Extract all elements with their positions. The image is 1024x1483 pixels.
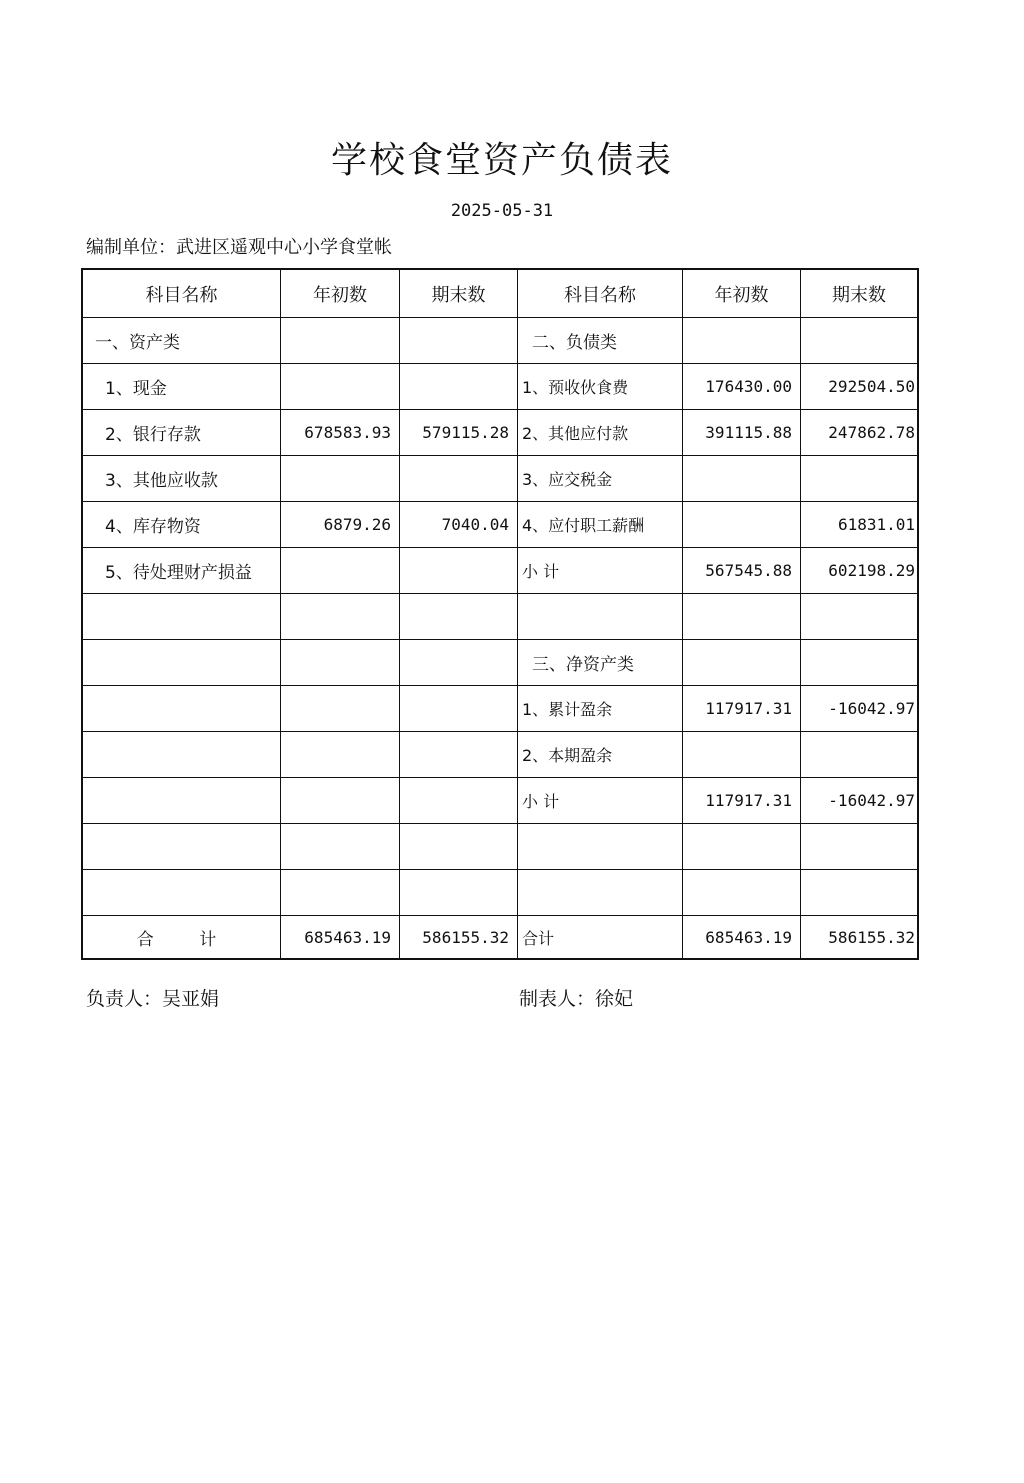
row-3-right-begin [683,456,801,502]
row-5-left-account: 5、待处理财产损益 [83,548,281,594]
row-9-left-end [400,732,518,778]
total-right-end: 586155.32 [828,927,915,947]
row-8-right-account: 1、累计盈余 [518,686,683,732]
row-10-right-end: -16042.97 [801,778,917,824]
row-11-left-end [400,824,518,870]
row-6-left-begin [281,594,400,640]
row-5-left-end [400,548,518,594]
row-4-right-account: 4、应付职工薪酬 [518,502,683,548]
row-2-right-begin: 391115.88 [683,410,801,456]
row-5-right-begin: 567545.88 [683,548,801,594]
row-10-right-account: 小 计 [518,778,683,824]
row-1-left-begin [281,364,400,410]
row-12-left-end [400,870,518,916]
row-3-right-end [801,456,917,502]
row-0-left-account: 一、资产类 [83,318,281,364]
report-date: 2025-05-31 [450,201,554,221]
row-1-right-begin: 176430.00 [683,364,801,410]
responsible-person: 负责人：吴亚娟 [86,988,220,1010]
total-right-begin: 685463.19 [683,916,801,958]
row-4-right-end: 61831.01 [801,502,917,548]
row-9-right-end [801,732,917,778]
row-11-right-end [801,824,917,870]
row-7-right-begin [683,640,801,686]
row-5-left-begin [281,548,400,594]
row-0-left-end [400,318,518,364]
row-6-left-account [83,594,281,640]
row-0-left-begin [281,318,400,364]
row-3-right-account: 3、应交税金 [518,456,683,502]
header-left-account: 科目名称 [83,270,281,318]
total-right-account: 合计 [518,916,683,958]
document-title: 学校食堂资产负债表 [330,140,673,181]
row-7-left-end [400,640,518,686]
header-right-begin: 年初数 [683,270,801,318]
row-6-right-account [518,594,683,640]
header-right-account: 科目名称 [518,270,683,318]
row-7-left-begin [281,640,400,686]
row-12-left-account [83,870,281,916]
row-3-left-account: 3、其他应收款 [83,456,281,502]
row-6-right-begin [683,594,801,640]
row-4-left-account: 4、库存物资 [83,502,281,548]
row-12-right-end [801,870,917,916]
row-4-left-begin: 6879.26 [281,502,400,548]
row-8-left-account [83,686,281,732]
row-5-right-account: 小 计 [518,548,683,594]
row-11-right-begin [683,824,801,870]
preparer: 制表人：徐妃 [519,988,634,1010]
row-1-right-end: 292504.50 [801,364,917,410]
row-2-left-account: 2、银行存款 [83,410,281,456]
row-0-right-begin [683,318,801,364]
row-10-left-end [400,778,518,824]
row-4-right-begin [683,502,801,548]
row-6-left-end [400,594,518,640]
row-12-left-begin [281,870,400,916]
row-10-right-begin: 117917.31 [683,778,801,824]
total-left-end: 586155.32 [400,916,518,958]
header-left-end: 期末数 [400,270,518,318]
row-3-left-end [400,456,518,502]
header-right-end: 期末数 [801,270,917,318]
row-12-right-account [518,870,683,916]
row-5-right-end: 602198.29 [801,548,917,594]
row-7-left-account [83,640,281,686]
total-left-begin: 685463.19 [281,916,400,958]
balance-sheet-table [81,268,919,960]
row-1-left-account: 1、现金 [83,364,281,410]
row-10-left-account [83,778,281,824]
row-9-left-begin [281,732,400,778]
row-1-left-end [400,364,518,410]
row-0-right-end [801,318,917,364]
row-11-left-account [83,824,281,870]
row-12-right-begin [683,870,801,916]
row-7-right-end [801,640,917,686]
row-1-right-account: 1、预收伙食费 [518,364,683,410]
row-11-left-begin [281,824,400,870]
row-6-right-end [801,594,917,640]
row-9-left-account [83,732,281,778]
row-8-left-begin [281,686,400,732]
row-3-left-begin [281,456,400,502]
row-10-left-begin [281,778,400,824]
row-9-right-account: 2、本期盈余 [518,732,683,778]
row-7-right-account: 三、净资产类 [518,640,683,686]
row-2-right-account: 2、其他应付款 [518,410,683,456]
row-2-left-begin: 678583.93 [281,410,400,456]
row-11-right-account [518,824,683,870]
row-9-right-begin [683,732,801,778]
row-4-left-end: 7040.04 [400,502,518,548]
compiling-unit: 编制单位：武进区遥观中心小学食堂帐 [86,237,392,258]
row-2-left-end: 579115.28 [400,410,518,456]
row-2-right-end: 247862.78 [801,410,917,456]
row-8-left-end [400,686,518,732]
row-0-right-account: 二、负债类 [518,318,683,364]
total-left-account: 合 计 [83,916,281,958]
row-8-right-begin: 117917.31 [683,686,801,732]
row-8-right-end: -16042.97 [801,686,917,732]
header-left-begin: 年初数 [281,270,400,318]
